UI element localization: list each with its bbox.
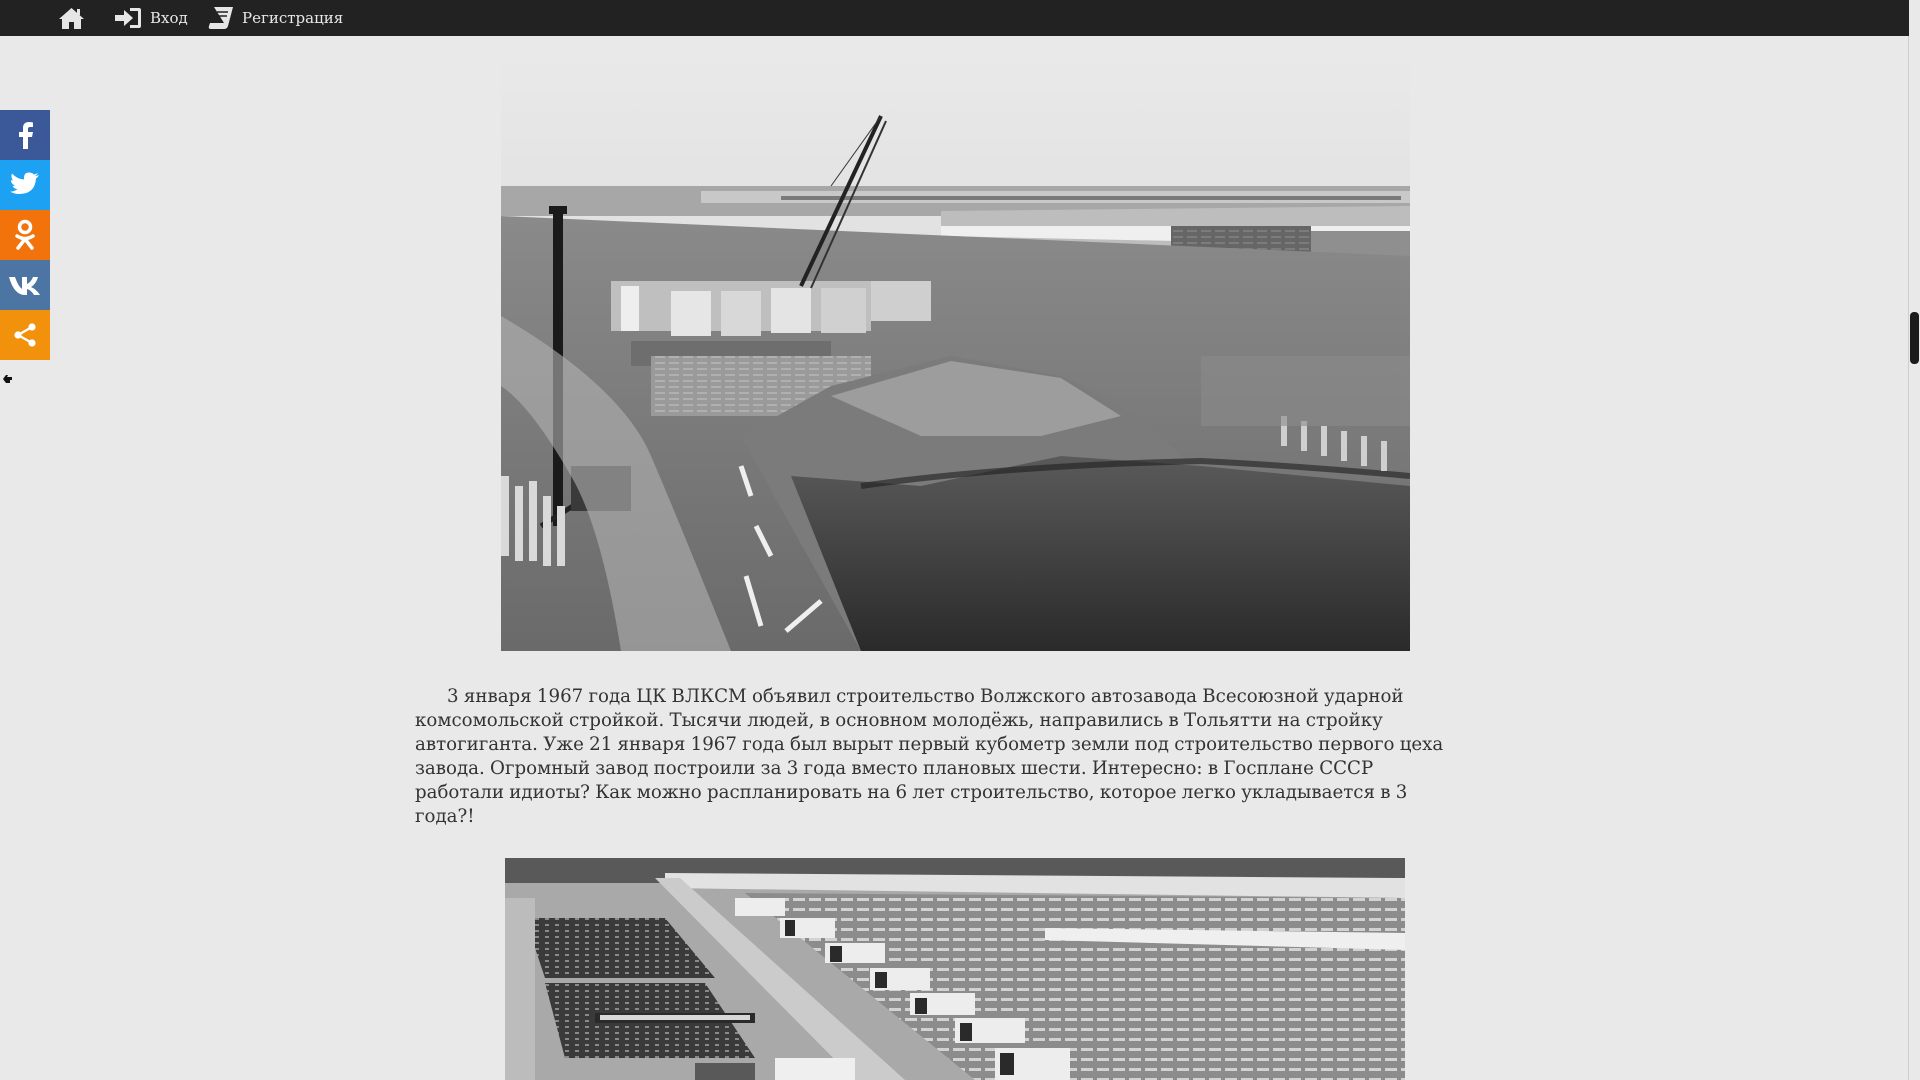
home-icon — [58, 6, 85, 30]
vk-share-button[interactable] — [0, 260, 50, 310]
login-link[interactable] — [114, 0, 188, 36]
article-paragraph: 3 января 1967 года ЦК ВЛКСМ объявил строительство Волжского автозавода Всесоюзной ударной комсомольской стройкой. Тысячи людей, в основном молодёжь, направились в Тольятти на стройку автогиганта. Уже 21 января 1967 года был вырыт первый кубометр земли под строительство первого цеха завода. Огромный завод построили за 3 года вместо плановых шести. Интересно: в Госплане СССР работали идиоты? Как можно распланировать на 6 лет строительство, которое легко укладывается в 3 года?! — [415, 686, 1444, 827]
hide-social-toggle[interactable] — [3, 373, 13, 387]
scrollbar-track[interactable] — [1909, 0, 1920, 1080]
facebook-share-button[interactable] — [0, 110, 50, 160]
twitter-icon — [10, 172, 40, 198]
twitter-share-button[interactable] — [0, 160, 50, 210]
register-label: Регистрация — [242, 9, 344, 27]
sign-in-icon — [114, 6, 142, 30]
top-navbar — [0, 0, 1909, 36]
share-button[interactable] — [0, 310, 50, 360]
social-share-bar — [0, 110, 50, 360]
share-icon — [12, 322, 38, 348]
odnoklassniki-share-button[interactable] — [0, 210, 50, 260]
register-link[interactable] — [208, 0, 343, 36]
facebook-icon — [14, 121, 36, 149]
book-icon — [208, 6, 234, 30]
login-label: Вход — [150, 9, 188, 27]
hand-pointer-icon — [3, 374, 13, 384]
construction-site-photo — [501, 56, 1410, 651]
scrollbar-thumb[interactable] — [1910, 312, 1919, 364]
vk-icon — [8, 274, 42, 296]
odnoklassniki-icon — [14, 219, 36, 251]
factory-aerial-photo — [505, 858, 1405, 1080]
home-link[interactable] — [58, 0, 85, 36]
